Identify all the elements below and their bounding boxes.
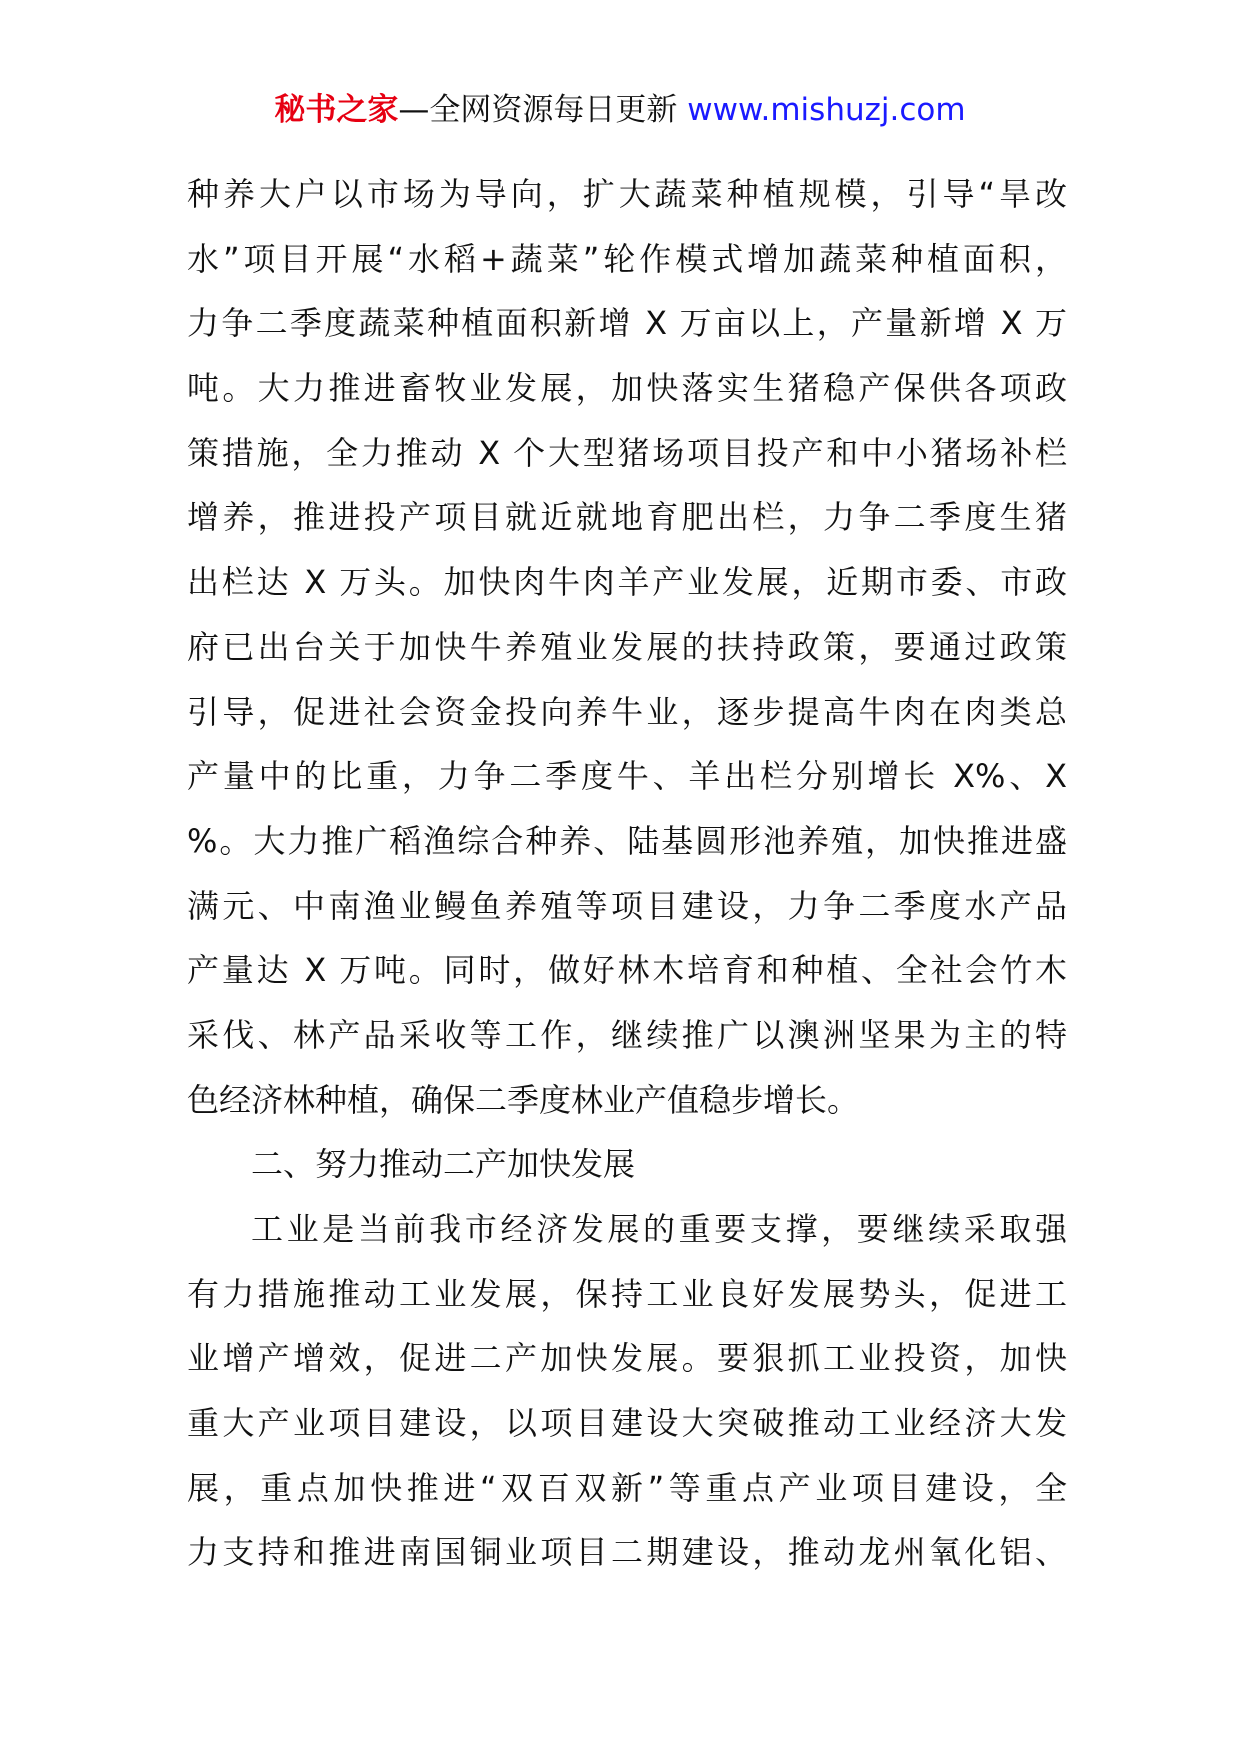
body-line: 有力措施推动工业发展，保持工业良好发展势头，促进工 <box>187 1274 1067 1313</box>
section-heading: 二、努力推动二产加快发展 <box>251 1145 636 1184</box>
body-line: 业增产增效，促进二产加快发展。要狠抓工业投资，加快 <box>187 1339 1067 1378</box>
body-line: 水”项目开展“水稻+蔬菜”轮作模式增加蔬菜种植面积， <box>187 239 1067 278</box>
body-line: 府已出台关于加快牛养殖业发展的扶持政策，要通过政策 <box>187 627 1067 666</box>
body-line: 产量达 X 万吨。同时，做好林木培育和种植、全社会竹木 <box>187 951 1067 990</box>
site-tagline: —全网资源每日更新 <box>398 92 678 128</box>
site-brand: 秘书之家 <box>274 92 399 128</box>
body-line: 采伐、林产品采收等工作，继续推广以澳洲坚果为主的特 <box>187 1015 1067 1054</box>
site-watermark-header <box>0 88 1240 132</box>
body-line: %。大力推广稻渔综合种养、陆基圆形池养殖，加快推进盛 <box>187 821 1067 860</box>
site-url: www.mishuzj.com <box>687 92 966 128</box>
body-line: 力支持和推进南国铜业项目二期建设，推动龙州氧化铝、 <box>187 1533 1067 1572</box>
document-body <box>187 162 1067 1585</box>
body-line: 出栏达 X 万头。加快肉牛肉羊产业发展，近期市委、市政 <box>187 563 1067 602</box>
body-line: 产量中的比重，力争二季度牛、羊出栏分别增长 X%、X <box>187 757 1067 796</box>
body-line: 重大产业项目建设，以项目建设大突破推动工业经济大发 <box>187 1404 1067 1443</box>
body-line: 工业是当前我市经济发展的重要支撑，要继续采取强 <box>251 1210 1067 1248</box>
body-line: 展，重点加快推进“双百双新”等重点产业项目建设，全 <box>187 1468 1067 1507</box>
body-line: 引导，促进社会资金投向养牛业，逐步提高牛肉在肉类总 <box>187 692 1067 731</box>
body-line: 种养大户以市场为导向，扩大蔬菜种植规模，引导“旱改 <box>187 175 1067 213</box>
body-line: 吨。大力推进畜牧业发展，加快落实生猪稳产保供各项政 <box>187 369 1067 408</box>
body-line: 满元、中南渔业鳗鱼养殖等项目建设，力争二季度水产品 <box>187 886 1067 925</box>
body-line: 策措施，全力推动 X 个大型猪场项目投产和中小猪场补栏 <box>187 433 1067 472</box>
body-line: 增养，推进投产项目就近就地育肥出栏，力争二季度生猪 <box>187 498 1067 537</box>
body-line: 力争二季度蔬菜种植面积新增 X 万亩以上，产量新增 X 万 <box>187 304 1067 343</box>
body-line: 色经济林种植，确保二季度林业产值稳步增长。 <box>187 1080 860 1119</box>
